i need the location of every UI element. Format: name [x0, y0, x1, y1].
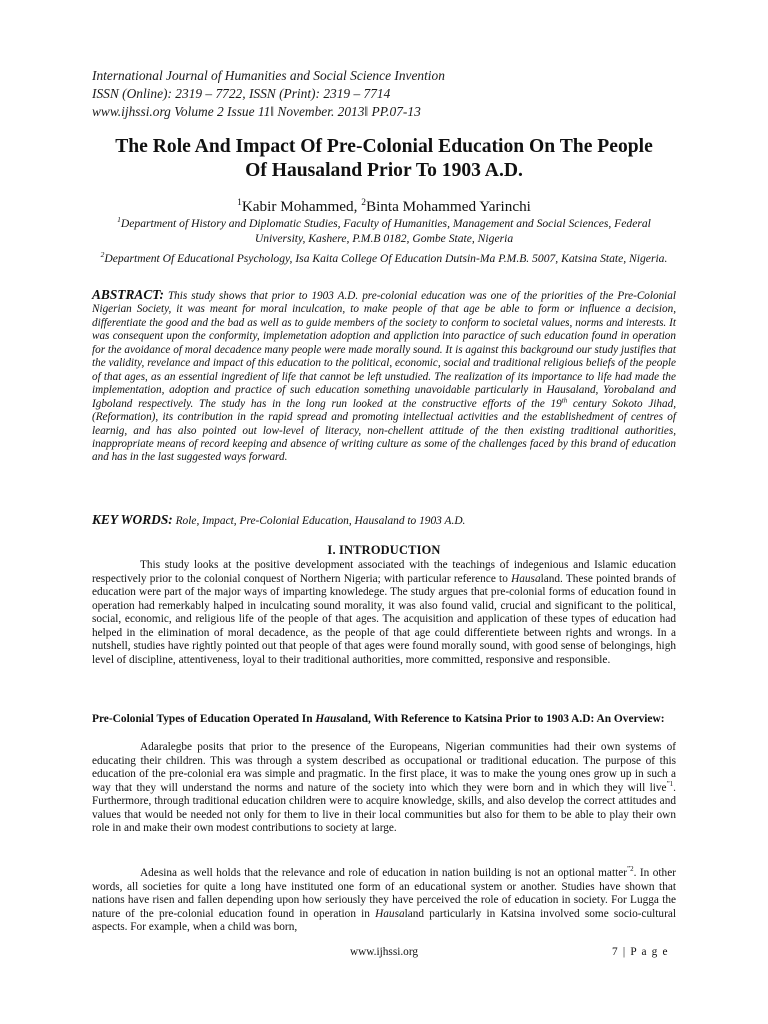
affiliation-1: [92, 212, 676, 247]
paragraph-1-italic: Hausa: [511, 572, 541, 585]
journal-name: International Journal of Humanities and Social Science Invention: [92, 68, 445, 83]
affiliation-2: [92, 247, 676, 266]
footnote-ref-2: ”2: [627, 865, 634, 874]
subheading-text-b: land, With Reference to Katsina Prior to 1903 A.D: An Overview:: [346, 713, 665, 725]
abstract-text-part-1: This study shows that prior to 1903 A.D. pre-colonial education was one of the priorities of the Pre-Colonial Nigerian Society, it was meant for moral inculcation, to make people of that age be able to form or influence a decision, differentiate the good and the bad as well as to guide members of the society to conform to societal values, norms and interests. It was consequent upon the conformity, implemetation adoption and appliction into paractice of such education found in operation for the avoidance of moral decadence many people were made morally sound. It is against this background our study justifies that the validity, revelance and impact of this education to the political, economic, social and traditional religious beliefs of the people of that ages, as an essential ingredient of life that cannot be left unstudied. The realization of its importance to life had made the implementation, adoption and practice of such education something unavoidable particularly in Hausaland, Yorobaland and Igboland respectively. The study has in the long run looked at the constructive efforts of the 19: [92, 290, 676, 410]
affiliation-2-text: Department Of Educational Psychology, Isa Kaita College Of Education Dutsin-Ma P.M.B. 5007, Katsina State, Nigeria.: [104, 251, 668, 265]
keywords-text: Role, Impact, Pre-Colonial Education, Hausaland to 1903 A.D.: [172, 515, 466, 527]
footer-page-number: 7 | P a g e: [612, 946, 669, 958]
abstract: [92, 288, 676, 465]
paragraph-3-text-c: land particularly in Katsina involved some socio-cultural aspects. For example, when a child was born,: [92, 907, 676, 933]
author1-affil-marker: 1: [237, 198, 242, 208]
paper-title-line-2: Of Hausaland Prior To 1903 A.D.: [245, 160, 523, 181]
journal-volume: www.ijhssi.org Volume 2 Issue 11ǁ November. 2013ǁ PP.07-13: [92, 104, 421, 119]
affiliations: [92, 212, 676, 267]
abstract-label: ABSTRACT:: [92, 287, 164, 302]
paragraph-3-text-b: . In other words, all societies for quite a long have instituted one form of an educational system or another. Studies have shown that nations have risen and fallen depending upon how seriously they have perceived the role of education in society. For Lugga the nature of the pre-colonial education found in operation in: [92, 867, 676, 920]
paragraph-1-text-b: land. These pointed brands of education were part of the major ways of imparting knowledege. The study argues that pre-colonial forms of education found in operation had remerkably halped in inculcating sound morality, it was also found valid, crucial and significant to the political, social, economic, and religious life of the people of that ages. The acquisition and application of these types of education had helped in the elimination of moral decadence, as the people of that age could differentiete between rights and wrongs. In a nutshell, studies have rightly pointed out that people of that ages were found morally sound, with good sense of belongings, high level of discipline, attentiveness, loyal to their traditional authorities, more committed, responsive and responsible.: [92, 572, 676, 666]
journal-issn: ISSN (Online): 2319 – 7722, ISSN (Print): 2319 – 7714: [92, 86, 391, 101]
section-heading-introduction: I. INTRODUCTION: [327, 543, 441, 557]
paragraph-adesina: [92, 867, 676, 935]
subsection-heading: [92, 713, 676, 727]
abstract-superscript: th: [561, 395, 568, 404]
author-2: Binta Mohammed Yarinchi: [365, 198, 531, 216]
paragraph-2-text-a: Adaralegbe posits that prior to the presence of the Europeans, Nigerian communities had their own systems of educating their children. This was through a system described as occupational or traditional education. The purpose of this education of the pre-colonial era was simple and pragmatic. In the first place, it was to make the young ones grow up in such a way that they will understand the norms and nature of the society into which they were born and in which they will live: [92, 741, 676, 794]
paragraph-adaralegbe: [92, 741, 676, 836]
footer-website: www.ijhssi.org: [349, 946, 419, 958]
paragraph-3-text-a: Adesina as well holds that the relevance and role of education in nation building is not an optional matter: [140, 867, 627, 879]
affiliation-1-text: Department of History and Diplomatic Studies, Faculty of Humanities, Management and Social Sciences, Federal University, Kashere, P.M.B 0182, Gombe State, Nigeria: [120, 216, 651, 246]
paper-title-line-1: The Role And Impact Of Pre-Colonial Education On The People: [115, 136, 653, 157]
paragraph-introduction: [92, 559, 676, 667]
affiliation-1-marker: 1: [117, 215, 121, 224]
keywords: [92, 512, 676, 529]
affiliation-2-marker: 2: [100, 250, 105, 260]
abstract-text-part-2: century Sokoto Jihad, (Reformation), its contribution in the rapid spread and promoting intellectual activities and the establishedment of centres of learnig, and has also pointed out low-level of literacy, non-chellent attitude of the then existing traditional authorities, inappropriate means of record keeping and absence of writing culture as some of the challenges faced by this brand of education and has in the last suggested ways forward.: [92, 397, 676, 464]
journal-header: [92, 67, 692, 121]
paragraph-1-text-a: This study looks at the positive development associated with the teachings of indegenious and Islamic education respectively prior to the colonial conquest of Northern Nigeria; with particular reference to: [92, 559, 676, 585]
author-1: Kabir Mohammed,: [241, 198, 362, 216]
paper-title: [80, 135, 688, 183]
keywords-label: KEY WORDS:: [92, 512, 173, 527]
subheading-italic: Hausa: [315, 713, 347, 725]
footnote-ref-1: ”1: [666, 779, 674, 788]
subheading-text-a: Pre-Colonial Types of Education Operated In: [92, 713, 316, 725]
paragraph-2-text-b: . Furthermore, through traditional education children were to acquire knowledge, skills, and also develop the correct attitudes and values that would be needed not only for them to live in their local communities but also for them to be able to play their own role in and make their own modest contributions to society at large.: [92, 781, 676, 834]
author2-affil-marker: 2: [361, 198, 366, 208]
paragraph-3-italic: Hausa: [375, 907, 405, 920]
